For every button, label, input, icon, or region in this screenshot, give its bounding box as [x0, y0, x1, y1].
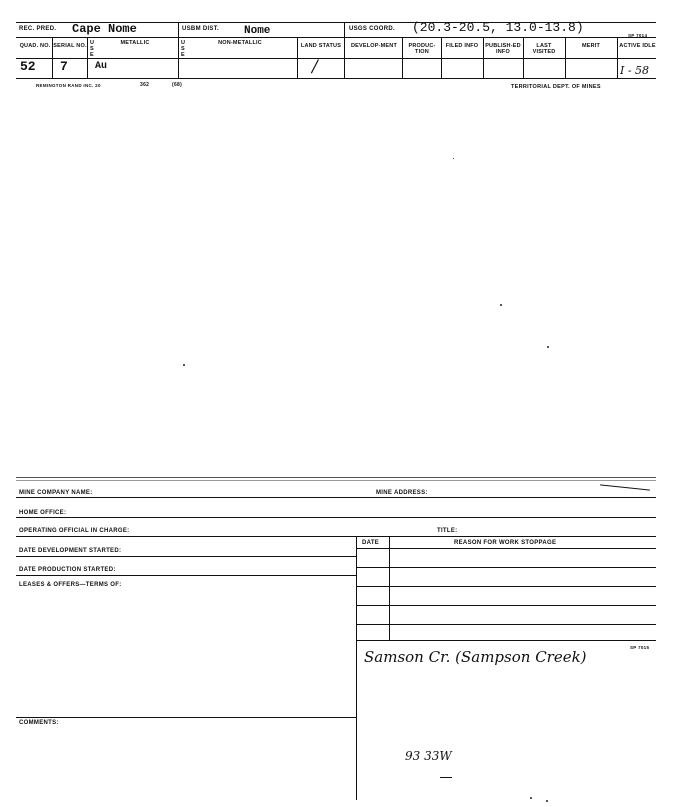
land-status-header: LAND STATUS	[300, 43, 342, 49]
mine-company-name-label: MINE COMPANY NAME:	[19, 490, 93, 496]
serial-no-header: SERIAL NO.	[53, 43, 87, 49]
reason-column-header: REASON FOR WORK STOPPAGE	[454, 540, 557, 546]
leases-offers-label: LEASES & OFFERS—TERMS OF:	[19, 582, 122, 588]
handwritten-creek-name: Samson Cr. (Sampson Creek)	[364, 648, 587, 666]
quad-no-value: 52	[20, 59, 36, 74]
title-label: TITLE:	[437, 528, 458, 534]
serial-no-value: 7	[60, 59, 68, 74]
usbm-dist-value: Nome	[244, 25, 271, 37]
printer-code-1: 362	[140, 82, 150, 88]
quad-no-header: QUAD. NO.	[19, 43, 51, 49]
usgs-coord-label: USGS COORD.	[349, 26, 395, 32]
published-info-header: PUBLISH-ED INFO	[485, 43, 521, 55]
rec-pred-value: Cape Nome	[72, 22, 137, 36]
last-visited-header: LAST VISITED	[532, 43, 556, 55]
filed-info-header: FILED INFO	[445, 43, 479, 49]
territorial-dept: TERRITORIAL DEPT. OF MINES	[511, 84, 601, 90]
handwritten-code: 93 33W	[405, 749, 452, 763]
active-idle-header: ACTIVE IDLE	[619, 43, 656, 49]
rec-pred-label: REC. PRED.	[19, 26, 57, 32]
metallic-use-prefix: U S E	[90, 40, 95, 58]
printer-code-2: (68)	[172, 82, 183, 88]
date-production-label: DATE PRODUCTION STARTED:	[19, 567, 116, 573]
home-office-label: HOME OFFICE:	[19, 510, 67, 516]
form-code: SP 7014	[628, 33, 648, 38]
active-idle-value: I - 58	[620, 64, 650, 77]
nonmetallic-use-prefix: U S E	[181, 40, 186, 58]
production-header: PRODUC-TION	[408, 43, 436, 55]
usgs-coord-value: (20.3-20.5, 13.0-13.8)	[412, 20, 584, 35]
comments-label: COMMENTS:	[19, 720, 59, 726]
metallic-header: METALLIC	[120, 40, 150, 46]
date-column-header: DATE	[362, 540, 380, 546]
date-development-label: DATE DEVELOPMENT STARTED:	[19, 548, 122, 554]
development-header: DEVELOP-MENT	[350, 43, 398, 49]
printer-mark: REMINGTON RAND INC. 20	[36, 83, 101, 88]
merit-header: MERIT	[581, 43, 601, 49]
nonmetallic-header: NON-METALLIC	[218, 40, 262, 46]
metallic-value: Au	[95, 61, 108, 72]
land-status-value: /	[312, 57, 318, 77]
form-code-2: SP 7015	[630, 645, 650, 650]
mine-address-label: MINE ADDRESS:	[376, 490, 428, 496]
usbm-dist-label: USBM DIST.	[182, 26, 220, 32]
operating-official-label: OPERATING OFFICIAL IN CHARGE:	[19, 528, 130, 534]
